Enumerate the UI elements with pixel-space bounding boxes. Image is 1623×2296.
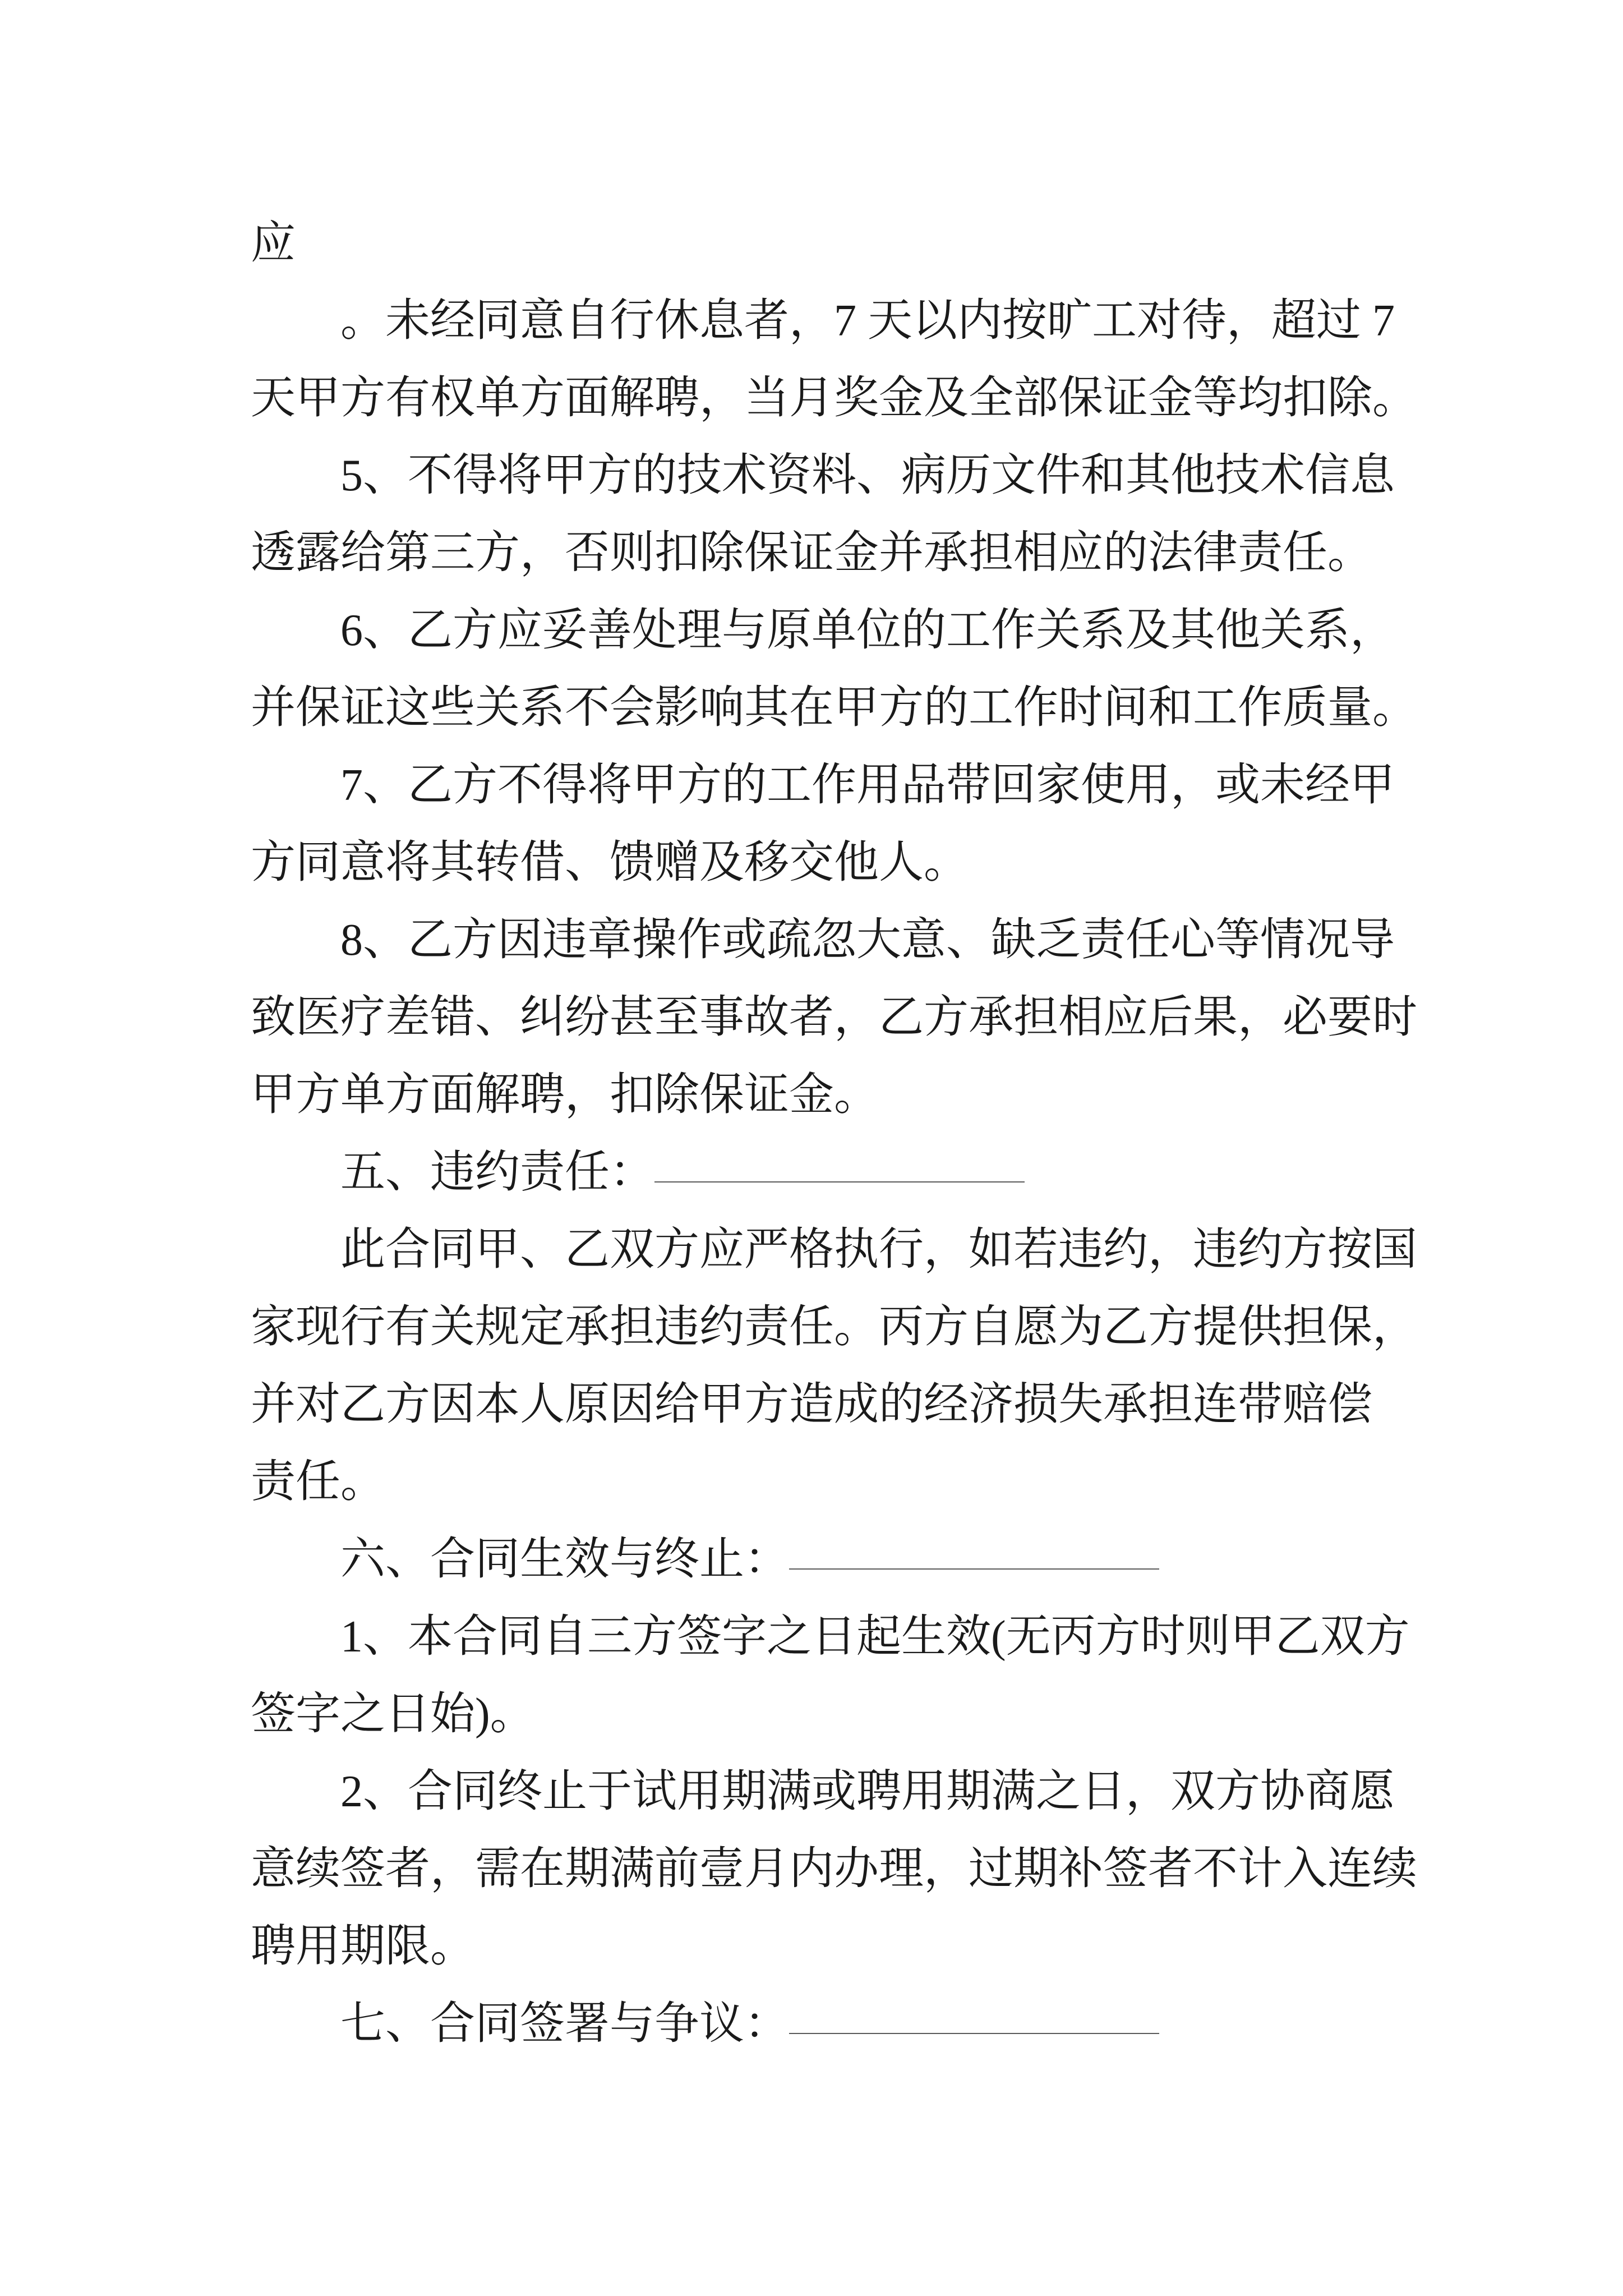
section-heading-signing-dispute	[251, 1985, 1417, 2063]
text-line: 甲方单方面解聘，扣除保证金。	[251, 1070, 879, 1120]
clause-4-continuation	[251, 282, 1417, 437]
text-line: 。未经同意自行休息者，7 天以内按旷工对待，超过 7	[340, 296, 1395, 346]
text-line: 聘用期限。	[251, 1922, 475, 1971]
text-line: 天甲方有权单方面解聘，当月奖金及全部保证金等均扣除。	[251, 374, 1417, 423]
clause-8	[251, 901, 1417, 1134]
text-line: 7、乙方不得将甲方的工作用品带回家使用，或未经甲	[340, 761, 1395, 810]
text-line: 签字之日始)。	[251, 1690, 535, 1739]
clause-7	[251, 747, 1417, 901]
clause-5	[251, 437, 1417, 592]
section-heading-text: 七、合同签署与争议：	[340, 1999, 789, 2049]
text-line: 并对乙方因本人原因给甲方造成的经济损失承担连带赔偿	[251, 1380, 1372, 1429]
text-line: 责任。	[251, 1457, 385, 1507]
section-heading-text: 六、合同生效与终止：	[340, 1535, 789, 1584]
termination-clause-2	[251, 1753, 1417, 1985]
text-line: 致医疗差错、纠纷甚至事故者，乙方承担相应后果，必要时	[251, 993, 1417, 1042]
text-line: 应	[251, 219, 296, 268]
text-line: 2、合同终止于试用期满或聘用期满之日，双方协商愿	[340, 1767, 1395, 1816]
termination-clause-1	[251, 1598, 1417, 1753]
section-heading-breach-liability	[251, 1134, 1417, 1211]
fill-in-blank-line	[789, 1568, 1159, 1570]
text-line: 此合同甲、乙双方应严格执行，如若违约，违约方按国	[340, 1225, 1417, 1274]
text-line: 8、乙方因违章操作或疏忽大意、缺乏责任心等情况导	[340, 915, 1395, 965]
text-line: 6、乙方应妥善处理与原单位的工作关系及其他关系，	[340, 606, 1395, 655]
text-line: 意续签者，需在期满前壹月内办理，过期补签者不计入连续	[251, 1844, 1417, 1894]
fill-in-blank-line	[789, 2033, 1159, 2034]
text-line: 并保证这些关系不会影响其在甲方的工作时间和工作质量。	[251, 683, 1417, 733]
clause-4-fragment	[251, 205, 1417, 282]
fill-in-blank-line	[654, 1181, 1025, 1182]
text-line: 1、本合同自三方签字之日起生效(无丙方时则甲乙双方	[340, 1612, 1410, 1662]
text-line: 5、不得将甲方的技术资料、病历文件和其他技术信息	[340, 451, 1395, 500]
breach-liability-text	[251, 1211, 1417, 1521]
clause-6	[251, 592, 1417, 747]
document-body	[251, 205, 1417, 2063]
section-heading-text: 五、违约责任：	[340, 1148, 654, 1197]
text-line: 透露给第三方，否则扣除保证金并承担相应的法律责任。	[251, 528, 1372, 578]
text-line: 方同意将其转借、馈赠及移交他人。	[251, 838, 969, 887]
text-line: 家现行有关规定承担违约责任。丙方自愿为乙方提供担保，	[251, 1303, 1417, 1352]
section-heading-effect-termination	[251, 1521, 1417, 1598]
